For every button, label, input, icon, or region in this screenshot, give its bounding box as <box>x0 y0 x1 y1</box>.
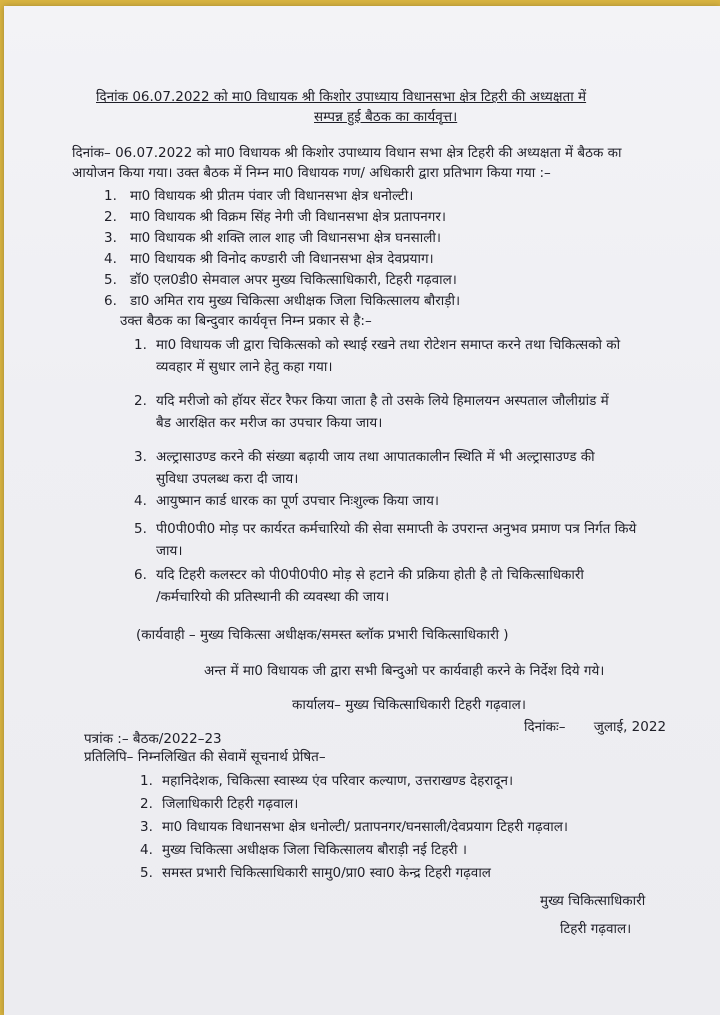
point-number: 4. <box>134 493 147 509</box>
item-number: 2. <box>140 796 153 812</box>
item-text: जिलाधिकारी टिहरी गढ़वाल। <box>162 796 299 812</box>
item-text: मुख्य चिकित्सा अधीक्षक जिला चिकित्सालय बौराड़ी नई टिहरी । <box>162 842 467 858</box>
point-line: यदि टिहरी कलस्टर को पी0पी0पी0 मोड़ से हटाने की प्रक्रिया होती है तो चिकित्साधिकारी <box>156 567 584 583</box>
list-item <box>104 186 460 207</box>
item-text: मा0 विधायक श्री प्रीतम पंवार जी विधानसभा क्षेत्र धनोल्टी। <box>130 188 414 204</box>
date-line <box>524 718 666 736</box>
point-3 <box>134 448 595 488</box>
item-text: मा0 विधायक श्री शक्ति लाल शाह जी विधानसभा क्षेत्र घनसाली। <box>130 230 441 246</box>
point-line: पी0पी0पी0 मोड़ पर कार्यरत कर्मचारियो की सेवा समाप्ती के उपरान्त अनुभव प्रमाण पत्र निर्गत किये <box>156 521 637 537</box>
point-number: 3. <box>134 449 147 465</box>
point-number: 1. <box>134 337 147 353</box>
item-number: 6. <box>104 293 117 309</box>
signature-location: टिहरी गढ़वाल। <box>560 921 632 937</box>
intro-line-2: आयोजन किया गया। उक्त बैठक में निम्न मा0 विधायक गण/ अधिकारी द्वारा प्रतिभाग किया गया :– <box>72 165 551 181</box>
item-number: 2. <box>104 209 117 225</box>
item-number: 4. <box>140 842 153 858</box>
document-page <box>4 6 720 1015</box>
point-number: 5. <box>134 521 147 537</box>
list-item <box>140 770 568 793</box>
item-number: 5. <box>140 865 153 881</box>
intro-paragraph <box>72 144 622 182</box>
point-line: अल्ट्रासाउण्ड करने की संख्या बढ़ायी जाय तथा आपातकालीन स्थिति में भी अल्ट्रासाउण्ड की <box>156 449 595 465</box>
point-line: मा0 विधायक जी द्वारा चिकित्सको को स्थाई रखने तथा रोटेशन समाप्त करने तथा चिकित्सको को <box>156 337 621 353</box>
point-5 <box>134 520 636 560</box>
list-item <box>104 270 460 291</box>
point-number: 2. <box>134 393 147 409</box>
list-item <box>140 793 568 816</box>
item-number: 3. <box>104 230 117 246</box>
date-value: जुलाई, 2022 <box>593 719 667 735</box>
list-item <box>104 228 460 249</box>
point-line: आयुष्मान कार्ड धारक का पूर्ण उपचार निःशुल्क किया जाय। <box>156 493 440 509</box>
item-text: मा0 विधायक विधानसभा क्षेत्र धनोल्टी/ प्रतापनगर/घनसाली/देवप्रयाग टिहरी गढ़वाल। <box>162 819 568 835</box>
item-number: 3. <box>140 819 153 835</box>
point-2 <box>134 392 609 432</box>
office-line: कार्यालय– मुख्य चिकित्साधिकारी टिहरी गढ़वाल। <box>292 697 526 713</box>
list-item <box>140 816 568 839</box>
document-title <box>96 88 586 126</box>
signature-title: मुख्य चिकित्साधिकारी <box>540 893 646 909</box>
point-line: व्यवहार में सुधार लाने हेतु कहा गया। <box>156 359 333 375</box>
intro-line-1: दिनांक– 06.07.2022 को मा0 विधायक श्री किशोर उपाध्याय विधान सभा क्षेत्र टिहरी की अध्यक्षता में बैठक का <box>72 145 622 161</box>
item-text: समस्त प्रभारी चिकित्साधिकारी सामु0/प्रा0 स्वा0 केन्द्र टिहरी गढ़वाल <box>162 865 491 881</box>
item-text: डॉ0 एल0डी0 सेमवाल अपर मुख्य चिकित्साधिकारी, टिहरी गढ़वाल। <box>130 272 457 288</box>
title-line-2: सम्पन्न हुई बैठक का कार्यवृत्त। <box>314 109 458 125</box>
recipient-list <box>140 770 568 885</box>
item-text: महानिदेशक, चिकित्सा स्वास्थ्य एंव परिवार कल्याण, उत्तराखण्ड देहरादून। <box>162 773 514 789</box>
item-number: 1. <box>104 188 117 204</box>
signature-block <box>540 890 645 940</box>
list-item <box>140 839 568 862</box>
list-item <box>140 862 568 885</box>
point-1 <box>134 336 620 376</box>
item-text: मा0 विधायक श्री विक्रम सिंह नेगी जी विधानसभा क्षेत्र प्रतापनगर। <box>130 209 446 225</box>
agenda-intro: उक्त बैठक का बिन्दुवार कार्यवृत्त निम्न प्रकार से है:– <box>120 313 372 329</box>
point-line: यदि मरीजो को हॉयर सेंटर रैफर किया जाता है तो उसके लिये हिमालयन अस्पताल जौलीग्रांड में <box>156 393 609 409</box>
title-line-1: दिनांक 06.07.2022 को मा0 विधायक श्री किशोर उपाध्याय विधानसभा क्षेत्र टिहरी की अध्यक्षता में <box>96 89 587 105</box>
item-number: 4. <box>104 251 117 267</box>
date-label: दिनांकः– <box>524 719 566 735</box>
list-item <box>104 291 460 312</box>
copy-heading: प्रतिलिपि– निम्नलिखित की सेवामें सूचनार्थ प्रेषित– <box>84 749 326 765</box>
attendee-list <box>104 186 460 312</box>
point-4 <box>134 492 439 510</box>
item-number: 1. <box>140 773 153 789</box>
point-line: बैड आरक्षित कर मरीज का उपचार किया जाय। <box>156 415 383 431</box>
point-number: 6. <box>134 567 147 583</box>
point-6 <box>134 566 584 606</box>
item-text: मा0 विधायक श्री विनोद कण्डारी जी विधानसभा क्षेत्र देवप्रयाग। <box>130 251 434 267</box>
point-line: सुविधा उपलब्ध करा दी जाय। <box>156 471 299 487</box>
item-text: डा0 अमित राय मुख्य चिकित्सा अधीक्षक जिला चिकित्सालय बौराड़ी। <box>130 293 461 309</box>
point-line: /कर्मचारियो की प्रतिस्थानी की व्यवस्था की जाय। <box>156 589 390 605</box>
letter-number: पत्रांक :– बैठक/2022–23 <box>84 731 222 747</box>
action-note: (कार्यवाही – मुख्य चिकित्सा अधीक्षक/समस्त ब्लॉक प्रभारी चिकित्साधिकारी ) <box>136 627 509 643</box>
point-line: जाय। <box>156 543 183 559</box>
list-item <box>104 207 460 228</box>
list-item <box>104 249 460 270</box>
closing-line: अन्त में मा0 विधायक जी द्वारा सभी बिन्दुओ पर कार्यवाही करने के निर्देश दिये गये। <box>204 663 605 679</box>
item-number: 5. <box>104 272 117 288</box>
